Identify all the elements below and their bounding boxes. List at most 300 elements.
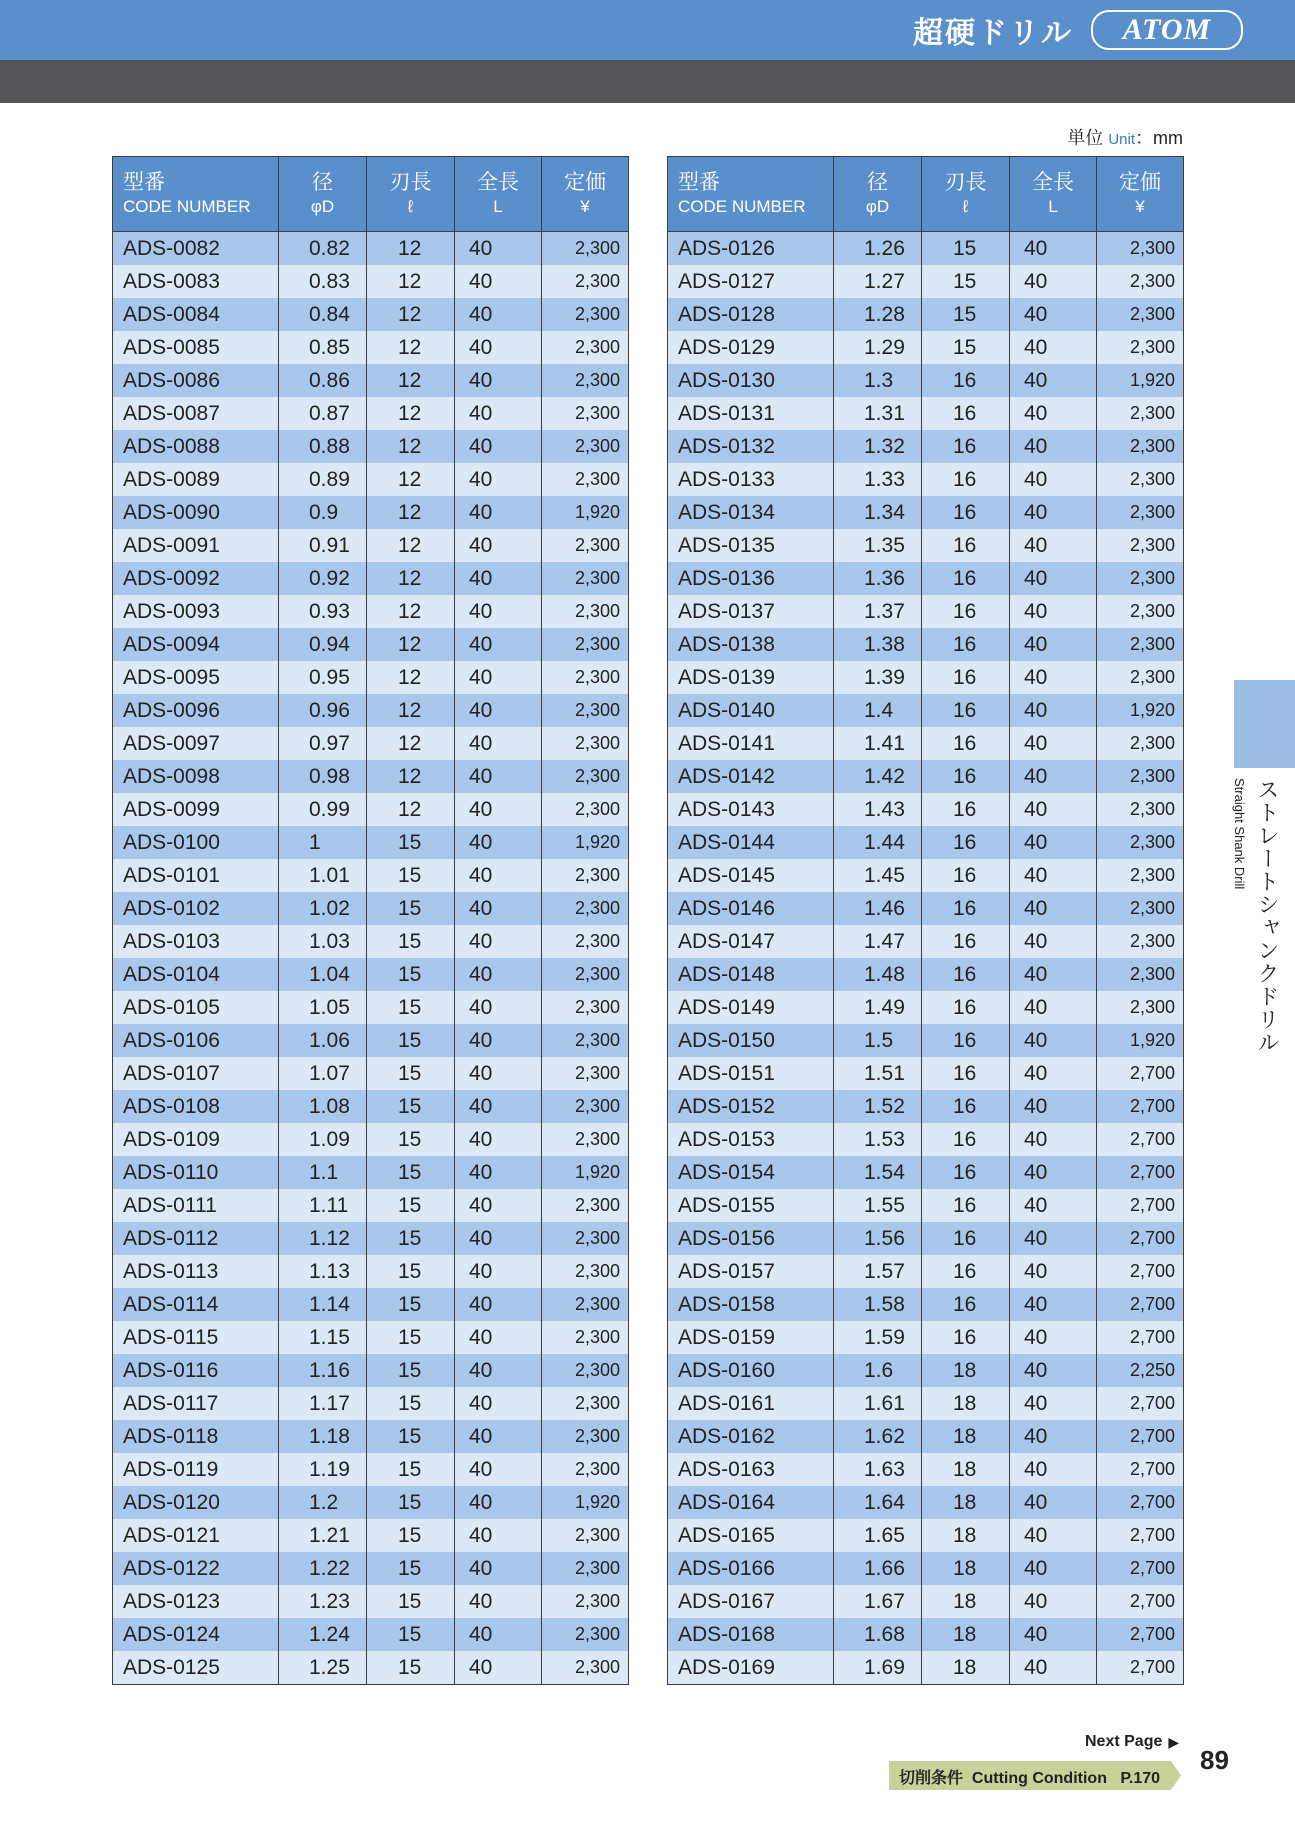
cell-code: ADS-0112 — [113, 1222, 279, 1255]
cell-flute-length: 15 — [367, 1354, 455, 1387]
col-header-overall-length: 全長 L — [455, 157, 542, 232]
cell-diameter: 1.26 — [834, 232, 922, 266]
cell-flute-length: 15 — [367, 1453, 455, 1486]
cell-code: ADS-0090 — [113, 496, 279, 529]
cell-overall-length: 40 — [1010, 1222, 1097, 1255]
table-row — [113, 661, 629, 694]
cell-flute-length: 16 — [922, 1123, 1010, 1156]
cell-flute-length: 12 — [367, 628, 455, 661]
table-row — [113, 496, 629, 529]
cell-flute-length: 16 — [922, 892, 1010, 925]
cell-diameter: 0.89 — [279, 463, 367, 496]
cell-code: ADS-0115 — [113, 1321, 279, 1354]
cell-flute-length: 16 — [922, 562, 1010, 595]
table-row — [113, 331, 629, 364]
cell-price: 2,300 — [1097, 958, 1184, 991]
cell-price: 2,300 — [542, 265, 629, 298]
table-row — [113, 1651, 629, 1685]
table-row — [113, 793, 629, 826]
table-body-left — [113, 232, 629, 1685]
table-row — [113, 892, 629, 925]
cell-flute-length: 16 — [922, 1255, 1010, 1288]
cell-flute-length: 16 — [922, 430, 1010, 463]
col-header-flute-length: 刃長 ℓ — [367, 157, 455, 232]
cell-price: 2,300 — [1097, 265, 1184, 298]
cell-code: ADS-0155 — [668, 1189, 834, 1222]
cell-diameter: 1.19 — [279, 1453, 367, 1486]
cell-overall-length: 40 — [455, 562, 542, 595]
cell-price: 2,700 — [1097, 1222, 1184, 1255]
cell-flute-length: 12 — [367, 265, 455, 298]
cell-flute-length: 12 — [367, 694, 455, 727]
cell-price: 2,700 — [1097, 1288, 1184, 1321]
table-row — [668, 1189, 1184, 1222]
table-row — [113, 958, 629, 991]
cell-code: ADS-0149 — [668, 991, 834, 1024]
table-row — [668, 694, 1184, 727]
table-row — [113, 595, 629, 628]
cell-flute-length: 15 — [367, 1255, 455, 1288]
table-row — [113, 1453, 629, 1486]
cell-diameter: 1.11 — [279, 1189, 367, 1222]
cell-price: 2,300 — [542, 1123, 629, 1156]
cell-code: ADS-0160 — [668, 1354, 834, 1387]
cell-flute-length: 15 — [367, 1123, 455, 1156]
cell-code: ADS-0114 — [113, 1288, 279, 1321]
table-row — [668, 1387, 1184, 1420]
table-row — [113, 265, 629, 298]
cell-diameter: 1.28 — [834, 298, 922, 331]
cell-flute-length: 16 — [922, 925, 1010, 958]
cell-diameter: 0.96 — [279, 694, 367, 727]
cell-price: 2,300 — [542, 1354, 629, 1387]
cell-code: ADS-0094 — [113, 628, 279, 661]
cell-diameter: 0.93 — [279, 595, 367, 628]
cell-flute-length: 16 — [922, 1090, 1010, 1123]
cell-code: ADS-0146 — [668, 892, 834, 925]
cell-code: ADS-0139 — [668, 661, 834, 694]
cell-diameter: 1.49 — [834, 991, 922, 1024]
cell-price: 2,700 — [1097, 1123, 1184, 1156]
table-row — [113, 1519, 629, 1552]
next-page-link[interactable] — [1085, 1733, 1179, 1751]
cell-diameter: 1.58 — [834, 1288, 922, 1321]
cell-price: 2,300 — [542, 1585, 629, 1618]
cell-flute-length: 12 — [367, 298, 455, 331]
cell-code: ADS-0150 — [668, 1024, 834, 1057]
cell-overall-length: 40 — [1010, 331, 1097, 364]
cell-code: ADS-0162 — [668, 1420, 834, 1453]
cell-code: ADS-0086 — [113, 364, 279, 397]
cell-overall-length: 40 — [1010, 1189, 1097, 1222]
cell-flute-length: 18 — [922, 1486, 1010, 1519]
cell-overall-length: 40 — [1010, 562, 1097, 595]
side-index-tab[interactable] — [1234, 680, 1295, 768]
table-row — [668, 727, 1184, 760]
cell-code: ADS-0165 — [668, 1519, 834, 1552]
cell-diameter: 1.57 — [834, 1255, 922, 1288]
cell-price: 2,300 — [542, 628, 629, 661]
cell-diameter: 1.29 — [834, 331, 922, 364]
cell-overall-length: 40 — [1010, 1420, 1097, 1453]
cell-price: 2,700 — [1097, 1387, 1184, 1420]
cell-diameter: 1.6 — [834, 1354, 922, 1387]
cell-diameter: 0.99 — [279, 793, 367, 826]
cell-code: ADS-0164 — [668, 1486, 834, 1519]
cell-code: ADS-0158 — [668, 1288, 834, 1321]
cell-diameter: 1.24 — [279, 1618, 367, 1651]
table-row — [668, 1321, 1184, 1354]
cell-flute-length: 16 — [922, 1321, 1010, 1354]
cell-flute-length: 16 — [922, 727, 1010, 760]
cell-price: 2,300 — [1097, 892, 1184, 925]
cell-flute-length: 15 — [367, 1057, 455, 1090]
table-row — [668, 826, 1184, 859]
cell-price: 2,300 — [1097, 331, 1184, 364]
cell-flute-length: 12 — [367, 331, 455, 364]
table-row — [668, 430, 1184, 463]
cell-code: ADS-0085 — [113, 331, 279, 364]
cell-code: ADS-0167 — [668, 1585, 834, 1618]
cell-code: ADS-0093 — [113, 595, 279, 628]
table-row — [668, 331, 1184, 364]
cell-diameter: 1.36 — [834, 562, 922, 595]
cell-price: 2,300 — [1097, 793, 1184, 826]
table-row — [668, 1552, 1184, 1585]
table-row — [668, 1024, 1184, 1057]
cell-diameter: 1.14 — [279, 1288, 367, 1321]
price-table-right — [667, 156, 1183, 1685]
cell-overall-length: 40 — [455, 991, 542, 1024]
table-row — [668, 1123, 1184, 1156]
cell-flute-length: 12 — [367, 496, 455, 529]
cell-price: 2,300 — [542, 232, 629, 266]
cell-flute-length: 15 — [922, 298, 1010, 331]
cell-code: ADS-0098 — [113, 760, 279, 793]
cell-code: ADS-0132 — [668, 430, 834, 463]
cell-overall-length: 40 — [1010, 298, 1097, 331]
table-row — [113, 1057, 629, 1090]
cell-code: ADS-0137 — [668, 595, 834, 628]
cell-diameter: 0.87 — [279, 397, 367, 430]
cell-code: ADS-0105 — [113, 991, 279, 1024]
cell-diameter: 0.82 — [279, 232, 367, 266]
cell-flute-length: 12 — [367, 232, 455, 266]
cell-price: 2,300 — [1097, 991, 1184, 1024]
cell-flute-length: 16 — [922, 694, 1010, 727]
cell-overall-length: 40 — [455, 925, 542, 958]
cell-code: ADS-0130 — [668, 364, 834, 397]
cell-diameter: 1.43 — [834, 793, 922, 826]
col-header-flute-length: 刃長 ℓ — [922, 157, 1010, 232]
cell-diameter: 1.1 — [279, 1156, 367, 1189]
cell-code: ADS-0113 — [113, 1255, 279, 1288]
cell-overall-length: 40 — [455, 1123, 542, 1156]
table-row — [668, 628, 1184, 661]
cell-flute-length: 15 — [367, 1486, 455, 1519]
cell-flute-length: 12 — [367, 760, 455, 793]
cell-price: 2,300 — [542, 1255, 629, 1288]
cell-diameter: 0.9 — [279, 496, 367, 529]
cell-diameter: 1.53 — [834, 1123, 922, 1156]
cell-price: 2,700 — [1097, 1321, 1184, 1354]
cell-overall-length: 40 — [1010, 628, 1097, 661]
col-header-price: 定価 ¥ — [542, 157, 629, 232]
cell-code: ADS-0088 — [113, 430, 279, 463]
cell-price: 2,300 — [542, 1519, 629, 1552]
cell-flute-length: 18 — [922, 1651, 1010, 1685]
cell-diameter: 0.86 — [279, 364, 367, 397]
cell-flute-length: 18 — [922, 1453, 1010, 1486]
cell-flute-length: 16 — [922, 760, 1010, 793]
cell-overall-length: 40 — [1010, 661, 1097, 694]
cell-diameter: 1.63 — [834, 1453, 922, 1486]
cell-code: ADS-0166 — [668, 1552, 834, 1585]
cell-price: 2,300 — [542, 364, 629, 397]
cell-overall-length: 40 — [1010, 892, 1097, 925]
table-row — [113, 826, 629, 859]
cell-flute-length: 18 — [922, 1519, 1010, 1552]
cell-diameter: 1.66 — [834, 1552, 922, 1585]
cell-code: ADS-0108 — [113, 1090, 279, 1123]
cell-price: 2,700 — [1097, 1189, 1184, 1222]
cell-price: 2,300 — [1097, 430, 1184, 463]
cell-diameter: 0.85 — [279, 331, 367, 364]
table-row — [668, 364, 1184, 397]
cell-price: 2,300 — [542, 1651, 629, 1685]
cell-diameter: 1.5 — [834, 1024, 922, 1057]
cell-overall-length: 40 — [455, 793, 542, 826]
table-row — [113, 1189, 629, 1222]
table-row — [113, 1552, 629, 1585]
cell-flute-length: 12 — [367, 463, 455, 496]
cell-diameter: 0.95 — [279, 661, 367, 694]
cell-price: 2,300 — [1097, 727, 1184, 760]
cell-overall-length: 40 — [455, 1189, 542, 1222]
cell-code: ADS-0125 — [113, 1651, 279, 1685]
cell-flute-length: 16 — [922, 529, 1010, 562]
cell-overall-length: 40 — [455, 1387, 542, 1420]
cell-overall-length: 40 — [1010, 496, 1097, 529]
cell-overall-length: 40 — [455, 1222, 542, 1255]
table-row — [113, 760, 629, 793]
cell-flute-length: 12 — [367, 430, 455, 463]
cell-diameter: 1.55 — [834, 1189, 922, 1222]
table-row — [113, 1123, 629, 1156]
cell-code: ADS-0084 — [113, 298, 279, 331]
table-row — [668, 859, 1184, 892]
cell-diameter: 0.91 — [279, 529, 367, 562]
cell-diameter: 1.13 — [279, 1255, 367, 1288]
cell-overall-length: 40 — [1010, 1651, 1097, 1685]
cell-code: ADS-0131 — [668, 397, 834, 430]
cell-flute-length: 16 — [922, 1189, 1010, 1222]
cell-overall-length: 40 — [455, 364, 542, 397]
cell-flute-length: 15 — [367, 1024, 455, 1057]
table-row — [668, 463, 1184, 496]
cell-overall-length: 40 — [455, 1519, 542, 1552]
col-header-overall-length: 全長 L — [1010, 157, 1097, 232]
cell-flute-length: 15 — [922, 265, 1010, 298]
cell-price: 2,300 — [542, 1321, 629, 1354]
cell-price: 2,300 — [1097, 529, 1184, 562]
cell-code: ADS-0142 — [668, 760, 834, 793]
cell-diameter: 0.92 — [279, 562, 367, 595]
cell-flute-length: 16 — [922, 859, 1010, 892]
cell-code: ADS-0169 — [668, 1651, 834, 1685]
cell-diameter: 1.68 — [834, 1618, 922, 1651]
cell-flute-length: 15 — [367, 1189, 455, 1222]
cell-diameter: 1.16 — [279, 1354, 367, 1387]
cell-price: 2,300 — [542, 1222, 629, 1255]
cell-overall-length: 40 — [1010, 760, 1097, 793]
table-row — [668, 1420, 1184, 1453]
cell-code: ADS-0134 — [668, 496, 834, 529]
cell-diameter: 1.25 — [279, 1651, 367, 1685]
table-row — [668, 397, 1184, 430]
cell-diameter: 1.47 — [834, 925, 922, 958]
cell-diameter: 1.01 — [279, 859, 367, 892]
cell-code: ADS-0133 — [668, 463, 834, 496]
cell-code: ADS-0151 — [668, 1057, 834, 1090]
unit-en: Unit — [1108, 131, 1135, 148]
cell-flute-length: 16 — [922, 793, 1010, 826]
cell-diameter: 1.23 — [279, 1585, 367, 1618]
cell-code: ADS-0157 — [668, 1255, 834, 1288]
cell-price: 2,300 — [542, 1552, 629, 1585]
cell-diameter: 1.41 — [834, 727, 922, 760]
table-row — [668, 562, 1184, 595]
cell-code: ADS-0141 — [668, 727, 834, 760]
cell-code: ADS-0117 — [113, 1387, 279, 1420]
cell-overall-length: 40 — [1010, 1387, 1097, 1420]
cell-flute-length: 16 — [922, 496, 1010, 529]
cell-flute-length: 15 — [367, 1585, 455, 1618]
cell-diameter: 1.46 — [834, 892, 922, 925]
cell-diameter: 1.44 — [834, 826, 922, 859]
cell-price: 2,300 — [542, 1057, 629, 1090]
cell-diameter: 1.4 — [834, 694, 922, 727]
cell-price: 2,300 — [542, 694, 629, 727]
table-row — [668, 1486, 1184, 1519]
table-row — [668, 1156, 1184, 1189]
cell-overall-length: 40 — [1010, 1123, 1097, 1156]
table-row — [668, 793, 1184, 826]
cell-overall-length: 40 — [1010, 1288, 1097, 1321]
cell-diameter: 1.18 — [279, 1420, 367, 1453]
cell-overall-length: 40 — [1010, 1486, 1097, 1519]
cell-price: 2,700 — [1097, 1453, 1184, 1486]
table-row — [668, 1288, 1184, 1321]
table-row — [113, 628, 629, 661]
cell-diameter: 1.39 — [834, 661, 922, 694]
cell-overall-length: 40 — [455, 232, 542, 266]
table-row — [668, 1651, 1184, 1685]
cell-price: 2,700 — [1097, 1420, 1184, 1453]
cell-overall-length: 40 — [455, 1552, 542, 1585]
table-row — [668, 661, 1184, 694]
cell-diameter: 1.64 — [834, 1486, 922, 1519]
cell-price: 2,300 — [1097, 232, 1184, 266]
cell-code: ADS-0099 — [113, 793, 279, 826]
cell-diameter: 1.61 — [834, 1387, 922, 1420]
cell-overall-length: 40 — [455, 1486, 542, 1519]
cell-code: ADS-0095 — [113, 661, 279, 694]
cell-overall-length: 40 — [1010, 925, 1097, 958]
cell-overall-length: 40 — [1010, 991, 1097, 1024]
top-banner — [0, 0, 1295, 60]
cell-overall-length: 40 — [455, 265, 542, 298]
cell-code: ADS-0120 — [113, 1486, 279, 1519]
cell-code: ADS-0102 — [113, 892, 279, 925]
cell-overall-length: 40 — [1010, 1156, 1097, 1189]
cell-diameter: 1.65 — [834, 1519, 922, 1552]
cell-flute-length: 15 — [367, 1288, 455, 1321]
table-row — [668, 1585, 1184, 1618]
table-row — [668, 298, 1184, 331]
cell-overall-length: 40 — [455, 1321, 542, 1354]
cell-flute-length: 16 — [922, 595, 1010, 628]
cell-diameter: 1.09 — [279, 1123, 367, 1156]
cell-flute-length: 12 — [367, 727, 455, 760]
cell-diameter: 1.21 — [279, 1519, 367, 1552]
table-header-row — [668, 157, 1184, 232]
cell-overall-length: 40 — [455, 430, 542, 463]
cell-overall-length: 40 — [1010, 595, 1097, 628]
cell-flute-length: 15 — [367, 958, 455, 991]
cell-price: 2,300 — [542, 1453, 629, 1486]
cell-flute-length: 12 — [367, 364, 455, 397]
cell-diameter: 1.22 — [279, 1552, 367, 1585]
table-row — [668, 1618, 1184, 1651]
cell-code: ADS-0168 — [668, 1618, 834, 1651]
table-row — [113, 1255, 629, 1288]
cell-price: 2,300 — [1097, 925, 1184, 958]
cell-flute-length: 12 — [367, 562, 455, 595]
cell-diameter: 1.38 — [834, 628, 922, 661]
cell-overall-length: 40 — [455, 628, 542, 661]
cell-price: 2,300 — [542, 595, 629, 628]
cell-flute-length: 16 — [922, 364, 1010, 397]
cell-code: ADS-0161 — [668, 1387, 834, 1420]
cell-overall-length: 40 — [1010, 1453, 1097, 1486]
cell-price: 2,700 — [1097, 1486, 1184, 1519]
cell-code: ADS-0096 — [113, 694, 279, 727]
cell-price: 2,700 — [1097, 1090, 1184, 1123]
unit-prefix: 単位 — [1067, 128, 1104, 148]
cell-diameter: 1.05 — [279, 991, 367, 1024]
cell-flute-length: 15 — [367, 925, 455, 958]
table-row — [113, 1288, 629, 1321]
cell-overall-length: 40 — [455, 1288, 542, 1321]
cutting-condition-link[interactable] — [889, 1761, 1181, 1790]
cell-flute-length: 12 — [367, 661, 455, 694]
cell-price: 2,300 — [542, 1420, 629, 1453]
cell-code: ADS-0126 — [668, 232, 834, 266]
cell-overall-length: 40 — [455, 1057, 542, 1090]
table-row — [113, 397, 629, 430]
cell-overall-length: 40 — [455, 661, 542, 694]
table-row — [668, 991, 1184, 1024]
cell-flute-length: 15 — [367, 826, 455, 859]
cell-price: 2,300 — [542, 463, 629, 496]
cell-price: 2,300 — [1097, 661, 1184, 694]
table-row — [668, 595, 1184, 628]
table-row — [113, 1156, 629, 1189]
cell-price: 1,920 — [542, 496, 629, 529]
table-row — [113, 1354, 629, 1387]
cell-flute-length: 16 — [922, 1024, 1010, 1057]
